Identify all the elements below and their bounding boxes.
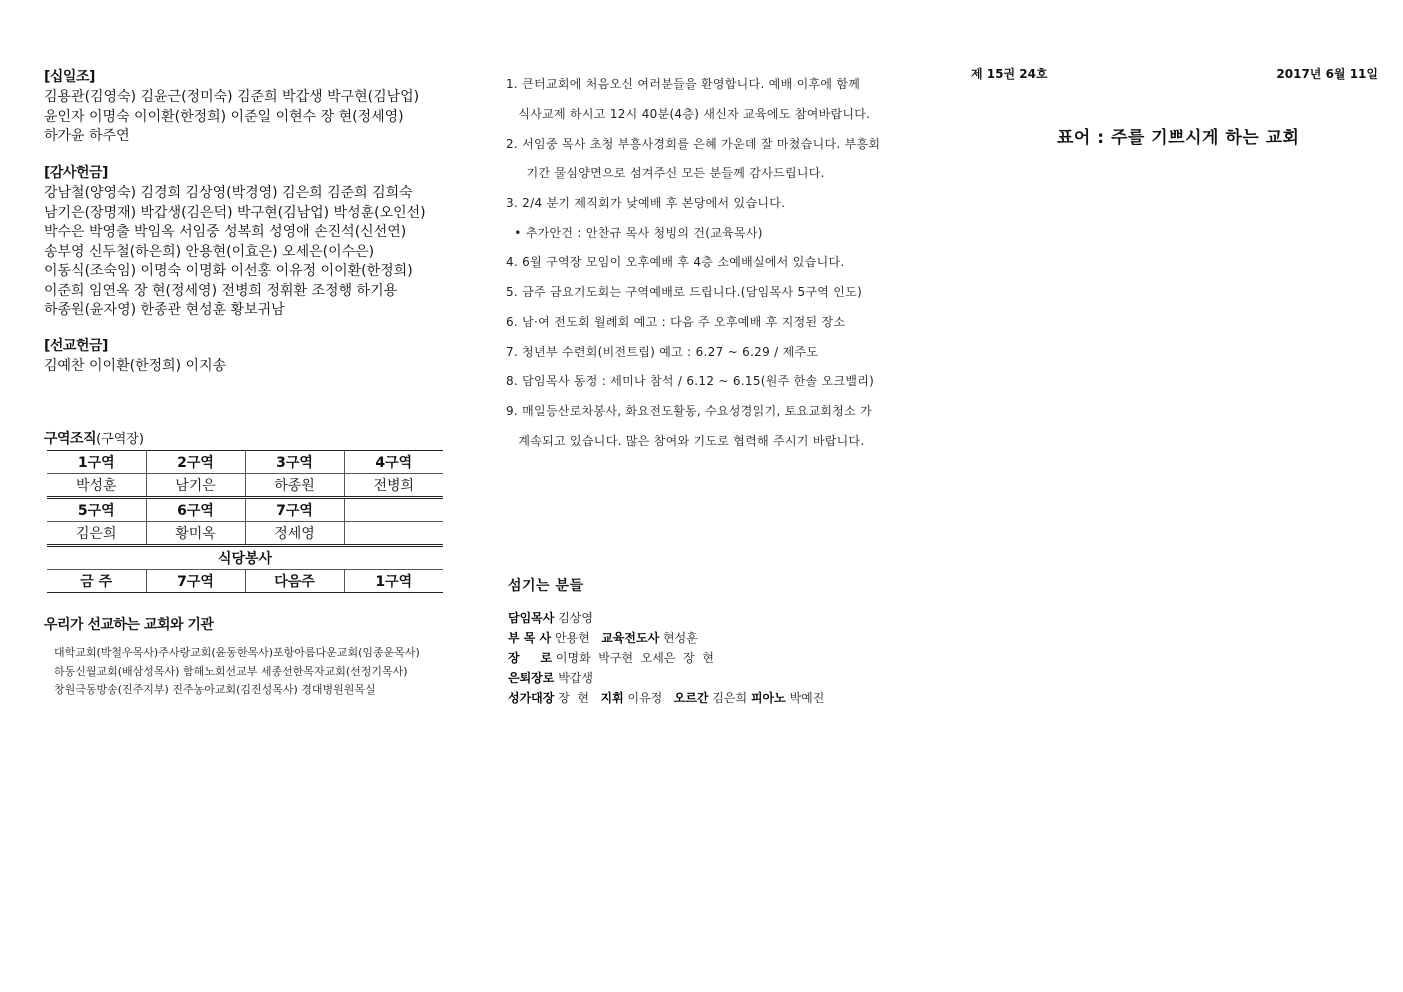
district-leader-cell: 박성훈	[47, 474, 146, 498]
choir-leader-label: 성가대장	[508, 691, 555, 705]
announcement-line: 2. 서임중 목사 초청 부흥사경회를 은혜 가운데 잘 마쳤습니다. 부흥회	[506, 137, 881, 151]
district-header-cell	[344, 498, 443, 522]
district-leader-cell: 황미옥	[146, 522, 245, 546]
servant-row	[508, 688, 824, 708]
cafeteria-title: 식당봉사	[47, 546, 443, 570]
district-leader-cell	[344, 522, 443, 546]
district-leader-row	[47, 522, 443, 546]
tithe-title: [십일조]	[44, 69, 95, 85]
announcement-line: 9. 매일등산로차봉사, 화요전도활동, 수요성경읽기, 토요교회청소 가	[506, 404, 873, 418]
tithe-line: 윤인자 이명숙 이이환(한정희) 이준일 이현수 장 현(정세영)	[44, 108, 404, 125]
associate-name: 안용현	[554, 631, 590, 645]
announcement-line: 7. 청년부 수련회(비전트립) 예고 : 6.27 ~ 6.29 / 제주도	[506, 345, 819, 359]
announcement-line: 3. 2/4 분기 제직회가 낮예배 후 본당에서 있습니다.	[506, 196, 786, 210]
choir-leader-name: 장 현	[558, 691, 590, 705]
announcement-line: 5. 금주 금요기도회는 구역예배로 드립니다.(담임목사 5구역 인도)	[506, 285, 863, 299]
conductor-label: 지휘	[600, 691, 624, 705]
announcement-line: 계속되고 있습니다. 많은 참여와 기도로 협력해 주시기 바랍니다.	[506, 434, 865, 448]
tithe-section	[44, 66, 419, 147]
mission-offering-line: 김예찬 이이환(한정희) 이지송	[44, 358, 227, 374]
missions-title: 우리가 선교하는 교회와 기관	[44, 617, 214, 633]
thanks-section	[44, 162, 426, 321]
organ-name: 김은희	[712, 691, 748, 705]
district-subtitle: (구역장)	[96, 432, 144, 447]
district-leader-cell: 전병희	[344, 474, 443, 498]
district-header-cell: 3구역	[245, 451, 344, 474]
announcement-line: 4. 6월 구역장 모임이 오후예배 후 4층 소예배실에서 있습니다.	[506, 255, 845, 269]
announcement-line: 기간 물심양면으로 섬겨주신 모든 분들께 감사드립니다.	[506, 166, 825, 180]
district-header-cell: 4구역	[344, 451, 443, 474]
announcement-line: 식사교제 하시고 12시 40분(4층) 새신자 교육에도 참여바랍니다.	[506, 107, 871, 121]
thanks-line: 하종원(윤자영) 한종관 현성훈 황보귀남	[44, 302, 285, 318]
mission-offering-title: [선교헌금]	[44, 338, 108, 354]
cafeteria-title-row	[47, 546, 443, 570]
district-title: 구역조직	[44, 431, 97, 447]
edu-name: 현성훈	[663, 631, 698, 645]
district-header-row	[47, 498, 443, 522]
organ-label: 오르간	[673, 691, 709, 705]
district-header-cell: 1구역	[47, 451, 146, 474]
district-header-cell: 6구역	[146, 498, 245, 522]
piano-label: 피아노	[750, 691, 786, 705]
retired-elder-label: 은퇴장로	[508, 671, 555, 685]
senior-pastor-label: 담임목사	[508, 611, 555, 625]
missions-line: 창원극동방송(진주지부) 진주농아교회(김진성목사) 경대병원원목실	[54, 683, 376, 696]
cafeteria-cell: 1구역	[344, 570, 443, 593]
retired-elder-name: 박갑생	[558, 671, 593, 685]
servant-row	[508, 668, 824, 688]
associate-label: 부 목 사	[508, 631, 552, 645]
district-header-cell: 7구역	[245, 498, 344, 522]
district-leader-cell: 남기은	[146, 474, 245, 498]
mission-offering-section	[44, 335, 226, 377]
cafeteria-cell: 금 주	[47, 570, 146, 593]
thanks-line: 박수은 박영출 박임옥 서임중 성복희 성영애 손진석(신선연)	[44, 224, 407, 240]
piano-name: 박예진	[789, 691, 825, 705]
elder-names: 이명화 박구현 오세은 장 현	[555, 651, 714, 665]
servants-title: 섬기는 분들	[508, 578, 584, 594]
announcement-line: • 추가안건 : 안찬규 목사 청빙의 건(교육목사)	[506, 226, 763, 240]
announcement-line: 8. 담임목사 동정 : 세미나 참석 / 6.12 ~ 6.15(원주 한솔 오크밸리)	[506, 374, 875, 388]
servant-row	[508, 628, 824, 648]
servants-list	[508, 608, 824, 708]
district-leader-cell: 하종원	[245, 474, 344, 498]
issue-date: 2017년 6월 11일	[1276, 67, 1378, 81]
missions-section	[44, 614, 420, 700]
conductor-name: 이유정	[627, 691, 663, 705]
district-header-cell: 2구역	[146, 451, 245, 474]
announcement-line: 1. 큰터교회에 처음오신 여러분들을 환영합니다. 예배 이후에 함께	[506, 77, 861, 91]
district-header-row	[47, 451, 443, 474]
district-header-cell: 5구역	[47, 498, 146, 522]
thanks-line: 남기은(장명재) 박갑생(김은덕) 박구현(김남업) 박성훈(오인선)	[44, 204, 426, 221]
tithe-line: 김용관(김영숙) 김윤근(정미숙) 김준희 박갑생 박구현(김남업)	[44, 89, 420, 105]
servant-row	[508, 608, 824, 628]
thanks-line: 송부영 신두철(하은희) 안용현(이효은) 오세은(이수은)	[44, 243, 375, 260]
edu-label: 교육전도사	[601, 631, 660, 645]
district-heading	[44, 428, 144, 448]
district-leader-cell: 김은희	[47, 522, 146, 546]
thanks-line: 이준희 임연옥 장 현(정세영) 전병희 정휘환 조정행 하기용	[44, 282, 398, 299]
district-table	[47, 450, 443, 593]
missions-line: 대학교회(박철우목사)주사랑교회(윤동한목사)포항아름다운교회(임종운목사)	[54, 646, 420, 659]
district-leader-row	[47, 474, 443, 498]
senior-pastor-name: 김상영	[558, 611, 593, 625]
church-motto: 표어 : 주를 기쁘시게 하는 교회	[1057, 128, 1300, 148]
servant-row	[508, 648, 824, 668]
thanks-line: 이동식(조숙임) 이명숙 이명화 이선홍 이유정 이이환(한정희)	[44, 263, 413, 279]
district-leader-cell: 정세영	[245, 522, 344, 546]
announcement-line: 6. 남·여 전도회 월례회 예고 : 다음 주 오후예배 후 지정된 장소	[506, 315, 846, 329]
thanks-line: 강남철(양영숙) 김경희 김상영(박경영) 김은희 김준희 김희숙	[44, 185, 413, 201]
cafeteria-cell: 7구역	[146, 570, 245, 593]
elder-label: 장 로	[508, 651, 553, 665]
thanks-title: [감사헌금]	[44, 165, 108, 181]
cafeteria-row	[47, 570, 443, 593]
missions-line: 하동신월교회(배삼성목사) 함해노회선교부 세종선한목자교회(선정기목사)	[54, 664, 408, 678]
cafeteria-cell: 다음주	[245, 570, 344, 593]
tithe-line: 하가윤 하주연	[44, 128, 130, 144]
issue-volume: 제 15권 24호	[971, 67, 1048, 81]
